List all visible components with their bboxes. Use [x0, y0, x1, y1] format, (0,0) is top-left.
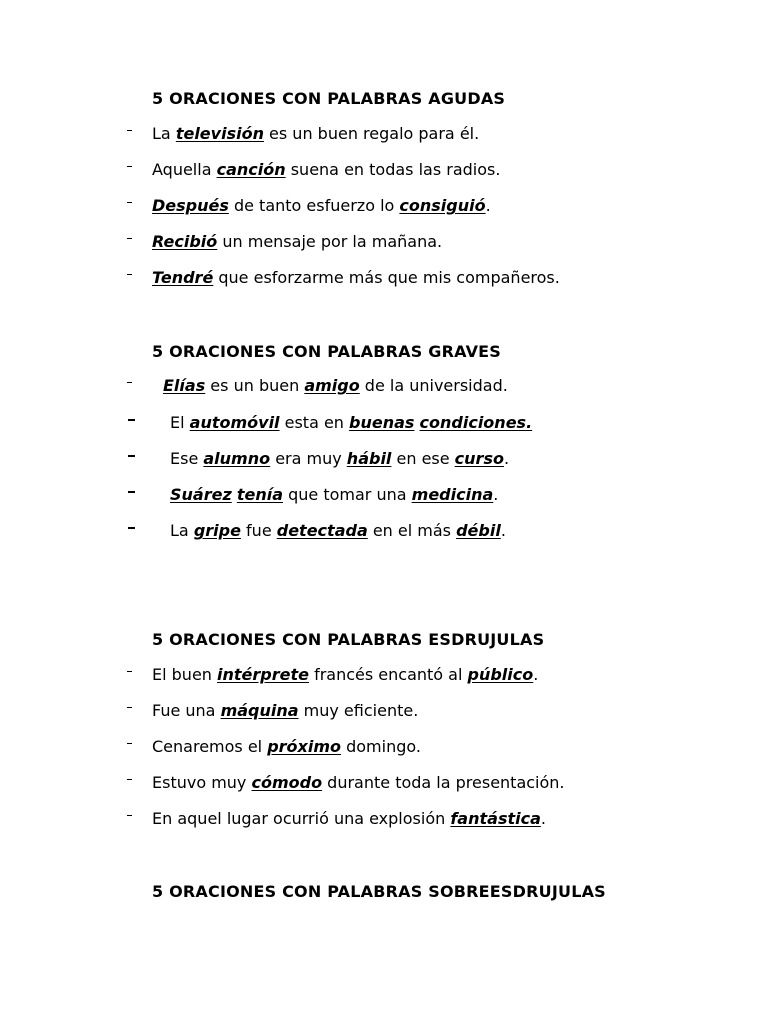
bullet-dash	[127, 779, 132, 780]
sentence-text: en ese	[391, 449, 455, 468]
bullet-dash	[128, 527, 135, 529]
keyword: Suárez	[170, 485, 232, 504]
sentence	[152, 124, 479, 144]
keyword: débil	[456, 521, 501, 540]
list-item	[0, 485, 768, 509]
keyword: máquina	[220, 701, 299, 720]
sentence-text: Estuvo muy	[152, 773, 252, 792]
sentence	[152, 268, 560, 288]
keyword: automóvil	[189, 413, 280, 432]
sentence-text: .	[503, 449, 510, 468]
bullet-dash	[127, 707, 132, 708]
list-item	[0, 124, 768, 148]
sentence	[170, 485, 498, 505]
sentence-text: es un buen	[205, 376, 305, 395]
section-heading-agudas: 5 ORACIONES CON PALABRAS AGUDAS	[152, 89, 506, 108]
sentence-text: Fue una	[152, 701, 221, 720]
sentence	[152, 701, 418, 721]
sentence-text: que tomar una	[283, 485, 412, 504]
list-item	[0, 232, 768, 256]
list-item	[0, 737, 768, 761]
sentence	[152, 809, 546, 829]
keyword: tenía	[236, 485, 284, 504]
bullet-dash	[127, 743, 132, 744]
sentence	[170, 521, 506, 541]
sentence-text: La	[152, 124, 176, 143]
keyword: Recibió	[152, 232, 218, 251]
sentence-text: durante toda la presentación.	[322, 773, 565, 792]
sentence-text: francés encantó al	[308, 665, 468, 684]
sentence	[170, 413, 532, 433]
keyword: buenas	[349, 413, 415, 432]
sentence-text: .	[493, 485, 499, 504]
sentence	[152, 773, 565, 793]
bullet-dash	[127, 274, 132, 275]
sentence-text: fue	[240, 521, 277, 540]
bullet-dash	[128, 491, 135, 493]
section-heading-sobreesdrujulas: 5 ORACIONES CON PALABRAS SOBREESDRUJULAS	[152, 882, 606, 901]
bullet-dash	[127, 671, 132, 672]
sentence	[152, 232, 442, 252]
keyword: fantástica	[450, 809, 541, 828]
sentence-text: en el más	[367, 521, 457, 540]
sentence-text: .	[533, 665, 539, 684]
list-item	[0, 701, 768, 725]
keyword: amigo	[304, 376, 360, 395]
bullet-dash	[127, 238, 132, 239]
sentence	[152, 196, 491, 216]
bullet-dash	[127, 130, 132, 131]
bullet-dash	[127, 815, 132, 816]
list-item	[0, 160, 768, 184]
keyword: consiguió	[399, 196, 486, 215]
keyword: hábil	[346, 449, 392, 468]
keyword: televisión	[175, 124, 264, 143]
bullet-dash	[127, 166, 132, 167]
sentence-text: .	[485, 196, 491, 215]
sentence-text: El buen	[152, 665, 218, 684]
sentence-text: de tanto esfuerzo lo	[228, 196, 400, 215]
keyword: alumno	[203, 449, 271, 468]
sentence-text: Cenaremos el	[152, 737, 268, 756]
list-item	[0, 413, 768, 437]
sentence	[170, 449, 509, 469]
sentence-text: La	[170, 521, 194, 540]
sentence-text: .	[500, 521, 506, 540]
keyword: condiciones.	[419, 413, 533, 432]
sentence-text: un mensaje por la mañana.	[217, 232, 443, 251]
list-item	[0, 773, 768, 797]
sentence	[163, 376, 508, 396]
list-item	[0, 449, 768, 473]
list-item	[0, 521, 768, 545]
bullet-dash	[128, 455, 135, 457]
list-item	[0, 376, 768, 400]
sentence-text: Ese	[170, 449, 204, 468]
sentence-text: esta en	[279, 413, 350, 432]
section-heading-esdrujulas: 5 ORACIONES CON PALABRAS ESDRUJULAS	[152, 630, 545, 649]
sentence	[152, 160, 500, 180]
keyword: curso	[454, 449, 504, 468]
bullet-dash	[128, 419, 135, 421]
bullet-dash	[127, 202, 132, 203]
keyword: próximo	[267, 737, 342, 756]
keyword: Elías	[163, 376, 206, 395]
sentence-text: Aquella	[152, 160, 217, 179]
keyword: público	[467, 665, 534, 684]
list-item	[0, 268, 768, 292]
sentence-text: En aquel lugar ocurrió una explosión	[152, 809, 451, 828]
keyword: cómodo	[251, 773, 323, 792]
section-heading-graves: 5 ORACIONES CON PALABRAS GRAVES	[152, 342, 502, 361]
keyword: medicina	[411, 485, 494, 504]
sentence-text: era muy	[270, 449, 347, 468]
sentence-text: muy eficiente.	[298, 701, 419, 720]
keyword: intérprete	[217, 665, 309, 684]
bullet-dash	[127, 382, 132, 383]
sentence-text: que esforzarme más que mis compañeros.	[213, 268, 560, 287]
keyword: Tendré	[152, 268, 214, 287]
sentence-text: es un buen regalo para él.	[263, 124, 480, 143]
keyword: detectada	[276, 521, 368, 540]
sentence	[152, 665, 538, 685]
list-item	[0, 809, 768, 833]
sentence-text: domingo.	[341, 737, 421, 756]
list-item	[0, 665, 768, 689]
list-item	[0, 196, 768, 220]
sentence-text: suena en todas las radios.	[285, 160, 501, 179]
sentence	[152, 737, 421, 757]
sentence-text: El	[170, 413, 190, 432]
sentence-text: de la universidad.	[359, 376, 508, 395]
sentence-text: .	[540, 809, 546, 828]
keyword: canción	[216, 160, 286, 179]
keyword: Después	[152, 196, 229, 215]
keyword: gripe	[193, 521, 241, 540]
